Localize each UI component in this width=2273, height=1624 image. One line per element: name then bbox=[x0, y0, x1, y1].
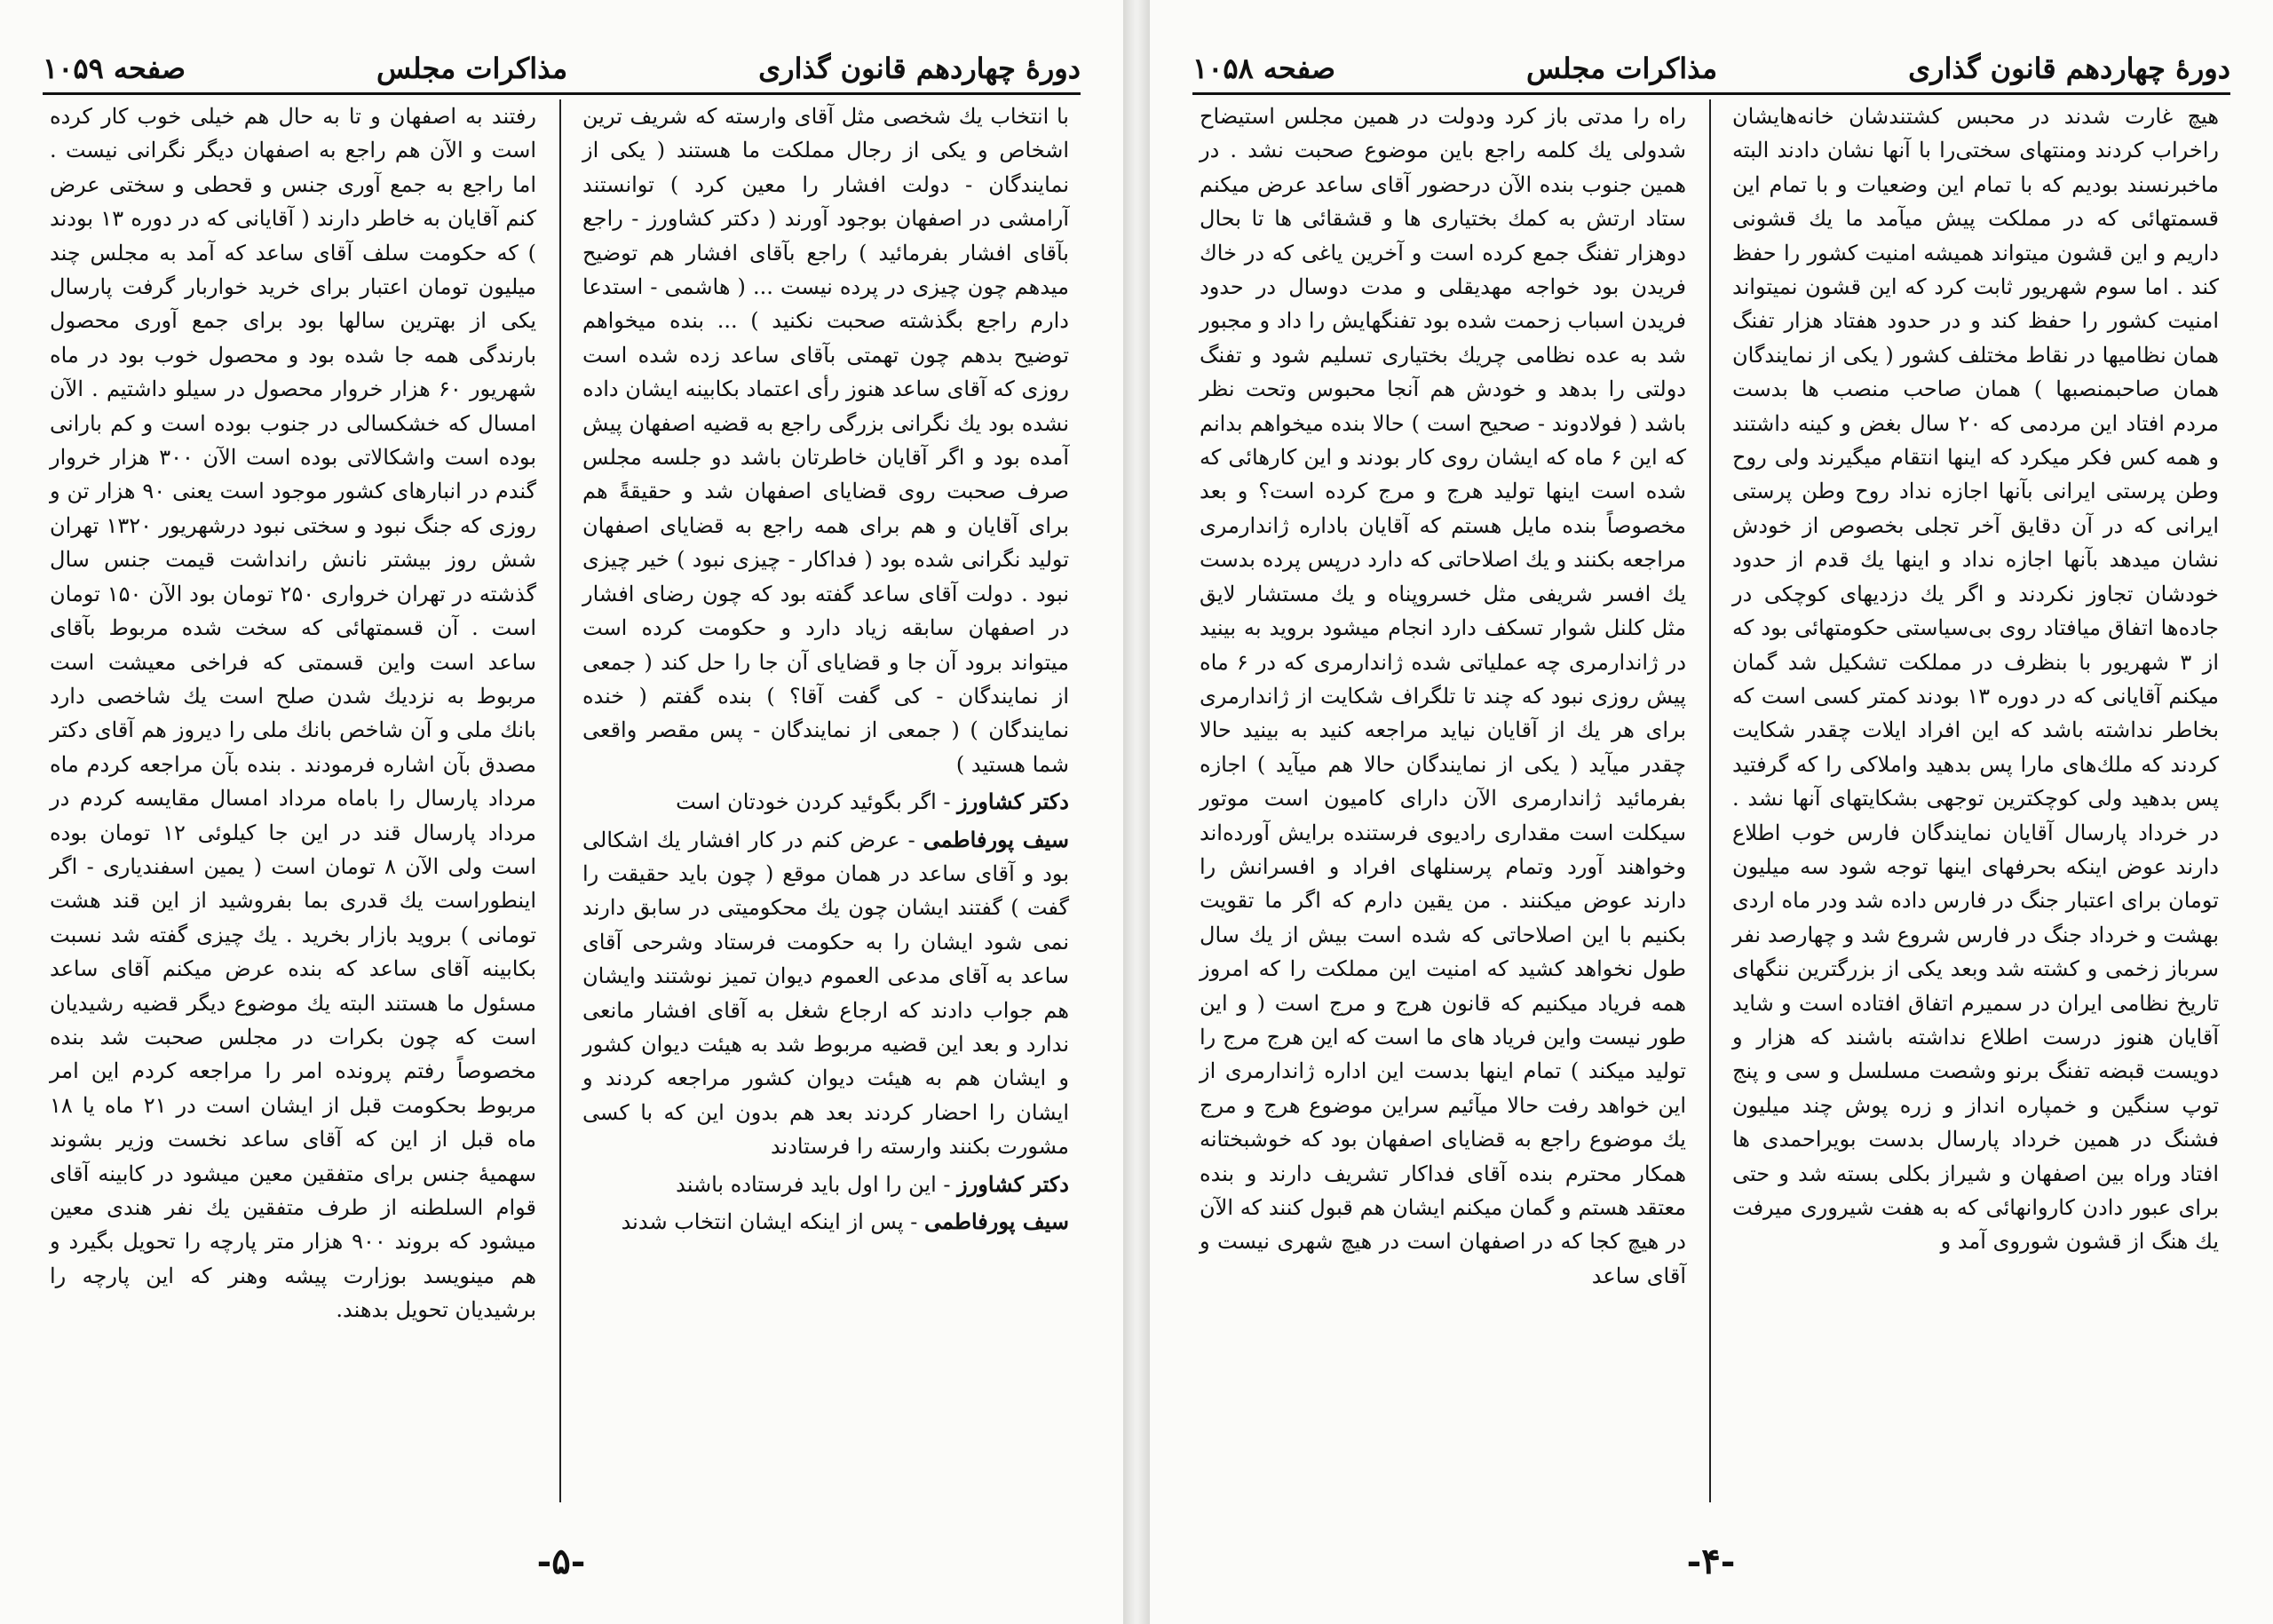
speaker-name: سیف پورفاطمی bbox=[923, 826, 1069, 852]
speaker-name: دکتر کشاورز bbox=[957, 1170, 1069, 1197]
paragraph bbox=[582, 785, 1069, 819]
paragraph-text: هیچ غارت شدند در محبس کشتندشان خانه‌هایشان راخراب کردند ومنتهای سختی‌را با آنها نشان دادند البته ماخبرنسند بودیم که با تمام این وضعیات و با تمام این قسمتهائی که در مملکت پیش میآمد ما یك قشونی داریم و این قشون میتواند همیشه امنیت کشور را حفظ کند . اما سوم شهریور ثابت کرد که این قشون نمیتواند امنیت کشور را حفظ کند و در حدود هفتاد هزار تفنگ همان نظامیها در نقاط مختلف کشور ( یکی از نمایندگان همان صاحبمنصبها ) همان صاحب منصب ها بدست مردم افتاد این مردمی که ۲۰ سال بغض و کینه داشتند و همه کس فکر میکرد که اینها انتقام میگیرند ولی روح وطن پرستی ایرانی بآنها اجازه نداد روح وطن پرستی ایرانی که در آن دقایق آخر تجلی بخصوص از خودش نشان میدهد بآنها اجازه نداد و اینها یك قدم از حدود خودشان تجاوز نکردند و اگر یك دزدیهای کوچکی در جاده‌ها اتفاق میافتاد روی بی‌سیاستی حکومتهائی بود که از ۳ شهریور با بنظرف در مملکت تشکیل شد گمان میکنم آقایانی که در دوره ۱۳ بودند کمتر کسی است که بخاطر نداشته باشد که این افراد ایلات چقدر شکایت کردند که ملك‌های مارا پس بدهید واملاکی را که گرفتید پس بدهید ولی کوچکترین توجهی بشکایتهای آنها نشد . در خرداد پارسال آقایان نمایندگان فارس خوب اطلاع دارند عوض اینکه بحرفهای اینها توجه شود سه میلیون تومان برای اعتبار جنگ در فارس داده شد ودر ماه اردی بهشت و خرداد جنگ در فارس شروع شد و چهارصد نفر سرباز زخمی و کشته شد وبعد یکی از بزرگترین ننگهای تاریخ نظامی ایران در سمیرم اتفاق افتاده است و شاید آقایان هنوز درست اطلاع نداشته باشند که هزار و دویست قبضه تفنگ برنو وشصت مسلسل و سی و پنج توپ سنگین و خمپاره انداز و زره پوش چند میلیون فشنگ در همین خرداد پارسال بدست بویراحمدی ها افتاد وراه بین اصفهان و شیراز بکلی بسته شد و حتی برای عبور دادن کاروانهائی که به هفت شیروری میرفت یك هنگ از قشون شوروی آمد و bbox=[1732, 104, 2220, 1255]
paragraph-text: - اگر بگوئید کردن خودتان است bbox=[676, 789, 951, 815]
text-column-left bbox=[1194, 99, 1691, 1502]
page-header bbox=[1192, 30, 2230, 95]
paragraph-text: رفتند به اصفهان و تا به حال هم خیلی خوب کار کرده است و الآن هم راجع به اصفهان دیگر نگرانی نیست . اما راجع به جمع آوری جنس و قحطی و سختی عرض کنم آقایان به خاطر دارند ( آقایانی که در دوره ۱۳ بودند ) که حکومت سلف آقای ساعد که آمد به مجلس چند میلیون تومان اعتبار برای خرید خواربار گرفت پارسال یکی از بهترین سالها بود برای جمع آوری محصول بارندگی همه جا شده بود و محصول خوب بود در ماه شهریور ۶۰ هزار خروار محصول در سیلو داشتیم . الآن امسال که خشکسالی در جنوب بوده است و کم بارانی بوده است واشکالاتی بوده است الآن ۳۰۰ هزار خروار گندم در انبارهای کشور موجود است یعنی ۹۰ هزار تن و روزی که جنگ نبود و سختی نبود درشهریور ۱۳۲۰ تهران شش روز بیشتر نانش رانداشت قیمت جنس سال گذشته در تهران خرواری ۲۵۰ تومان بود الآن ۱۵۰ تومان است . آن قسمتهائی که سخت شده مربوط بآقای ساعد است واین قسمتی که فراخی معیشت است مربوط به نزدیك شدن صلح است یك شاخصی دارد بانك ملی و آن شاخص بانك ملی را دیروز هم آقای دکتر مصدق بآن اشاره فرمودند . بنده بآن مراجعه کردم ماه مرداد پارسال را باماه مرداد امسال مقایسه کردم در مرداد پارسال قند در این جا کیلوئی ۱۲ تومان بوده است ولی الآن ۸ تومان است ( یمین اسفندیاری - اگر اینطوراست یك قدری بما بفروشید از این قند هشت تومانی ) بروید بازار بخرید . یك چیزی گفته شد نسبت بکابینه آقای ساعد که بنده عرض میکنم آقای ساعد مسئول ما هستند البته یك موضوع دیگر قضیه رشیدیان است که چون بکرات در مجلس صحبت شد بنده مخصوصاً رفتم پرونده امر را مراجعه کردم این امر مربوط بحکومت قبل از ایشان است در ۲۱ ماه یا ۱۸ ماه قبل از این که آقای ساعد نخست وزیر بشوند سهمیهٔ جنس برای متفقین معین میشود در کابینه آقای قوام السلطنه از طرف متفقین یك نفر هندی معین میشود که بروند ۹۰۰ هزار متر پارچه را تحویل بگیرد و هم مینویسد بوزارت پیشه وهنر که این پارچه را برشیدیان تحویل بدهند. bbox=[50, 104, 537, 1323]
text-column-right bbox=[1727, 99, 2224, 1502]
page-footer-number: -۴- bbox=[1686, 1541, 1736, 1582]
header-session-title: دورهٔ چهاردهم قانون گذاری bbox=[1908, 51, 2230, 85]
header-page-number: صفحه ۱۰۵۸ bbox=[1192, 51, 1336, 85]
paragraph bbox=[582, 99, 1069, 781]
column-divider bbox=[1709, 99, 1711, 1502]
paragraph-text: - پس از اینکه ایشان انتخاب شدند bbox=[621, 1209, 918, 1234]
paragraph-text: - عرض کنم در کار افشار یك اشکالی بود و آقای ساعد در همان موقع ( چون باید حقیقت را گفت ) گفتند ایشان چون یك محکومیتی در سابق دارند نمی شود ایشان را به حکومت فرستاد وشرحی آقای ساعد به آقای مدعی العموم دیوان تمیز نوشتند وایشان هم جواب دادند که ارجاع شغل به آقای افشار مانعی ندارد و بعد این قضیه مربوط شد به هیئت دیوان کشور و ایشان هم به هیئت دیوان کشور مراجعه کردند و ایشان را احضار کردند بعد هم بدون این که با کسی مشورت بکنند وارسته را فرستادند bbox=[582, 827, 1069, 1160]
page-footer-number: -۵- bbox=[536, 1541, 586, 1582]
paragraph bbox=[582, 823, 1069, 1164]
paragraph-text: راه را مدتی باز کرد ودولت در همین مجلس استیضاح شدولی یك کلمه راجع باین موضوع صحبت نشد . در همین جنوب بنده الآن درحضور آقای ساعد عرض میکنم ستاد ارتش به کمك بختیاری ها و قشقائی ها تا بحال دوهزار تفنگ جمع کرده است و آخرین یاغی که در خاك فریدن بود خواجه مهدیقلی و مدت دوسال در حدود فریدن اسباب زحمت شده بود تفنگهایش را داد و مجبور شد به عده نظامی چریك بختیاری تسلیم شود و تفنگ دولتی را بدهد و خودش هم آنجا محبوس وتحت نظر باشد ( فولادوند - صحیح است ) حالا بنده میخواهم بدانم که این ۶ ماه که ایشان روی کار بودند و این کارهائی که شده است اینها تولید هرج و مرج کرده است؟ و بعد مخصوصاً بنده مایل هستم که آقایان باداره ژاندارمری مراجعه بکنند و یك اصلاحاتی که دارد درپس پرده بدست یك افسر شریفی مثل خسروپناه و یك مستشار لایق مثل کلنل شوار تسکف دارد انجام میشود بروید به بینید در ژاندارمری چه عملیاتی شده ژاندارمری که در ۶ ماه پیش روزی نبود که چند تا تلگراف شکایت از ژاندارمری برای هر یك از آقایان نیاید مراجعه کنید به بینید حالا چقدر میآید ( یکی از نمایندگان حالا هم میآید ) اجازه بفرمائید ژاندارمری الآن دارای کامیون است موتور سیکلت است مقداری رادیوی فرستنده برایش آورده‌اند وخواهند آورد وتمام پرسنلهای افراد و افسرانش را دارند عوض میکنند . من یقین دارم که اگر ما تقویت بکنیم با این اصلاحاتی که شده است بیش از یك سال طول نخواهد کشید که امنیت این مملکت را که امروز همه فریاد میکنیم که قانون هرج و مرج است ( و این طور نیست واین فریاد های ما است که این هرج مرج را تولید میکند ) تمام اینها بدست این اداره ژاندارمری از این خواهد رفت حالا میآئیم سراین موضوع هرج و مرج یك موضوع راجع به قضایای اصفهان بود که خوشبختانه همکار محترم بنده آقای فداکار تشریف دارند و بنده معتقد هستم و گمان میکنم ایشان هم قبول کنند که الآن در هیچ کجا که در اصفهان است در هیچ شهری نیست و آقای ساعد bbox=[1200, 104, 1687, 1288]
paragraph bbox=[1732, 99, 2219, 1259]
speaker-name: سیف پورفاطمی bbox=[924, 1208, 1069, 1234]
paragraph-text: - این را اول باید فرستاده باشند bbox=[676, 1171, 951, 1197]
speaker-name: دکتر کشاورز bbox=[957, 788, 1069, 815]
header-page-number: صفحه ۱۰۵۹ bbox=[43, 51, 186, 85]
left-page bbox=[0, 0, 1123, 1624]
paragraph bbox=[1200, 99, 1686, 1293]
header-center-title: مذاکرات مجلس bbox=[376, 51, 568, 85]
book-gutter bbox=[1123, 0, 1150, 1624]
text-column-left bbox=[44, 99, 542, 1502]
right-page bbox=[1150, 0, 2273, 1624]
column-divider bbox=[559, 99, 561, 1502]
paragraph-text: با انتخاب یك شخصی مثل آقای وارسته که شریف ترین اشخاص و یکی از رجال مملکت ما هستند ( یکی از نمایندگان - دولت افشار را معین کرد ) توانستند آرامشی در اصفهان بوجود آورند ( دکتر کشاورز - راجع بآقای افشار بفرمائید ) راجع بآقای افشار هم توضیح میدهم چون چیزی در پرده نیست ... ( هاشمی - استدعا دارم راجع بگذشته صحبت نکنید ) ... بنده میخواهم توضیح بدهم چون تهمتی بآقای ساعد زده شده است روزی که آقای ساعد هنوز رأی اعتماد بکابینه ایشان داده نشده بود یك نگرانی بزرگی راجع به قضیه اصفهان پیش آمده بود و اگر آقایان خاطرتان باشد دو جلسه مجلس صرف صحبت روی قضایای اصفهان شد و حقیقةً هم برای آقایان و هم برای همه راجع به قضایای اصفهان تولید نگرانی شده بود ( فداکار - چیزی نبود ) خیر چیزی نبود . دولت آقای ساعد گفته بود که چون رضای افشار در اصفهان سابقه زیاد دارد و حکومت کرده است میتواند برود آن جا و قضایای آن جا را حل کند ( جمعی از نمایندگان - کی گفت آقا؟ ) بنده گفتم ( خنده نمایندگان ) ( جمعی از نمایندگان - پس مقصر واقعی شما هستید ) bbox=[582, 104, 1070, 777]
paragraph bbox=[582, 1168, 1069, 1201]
paragraph bbox=[582, 1205, 1069, 1239]
header-session-title: دورهٔ چهاردهم قانون گذاری bbox=[758, 51, 1081, 85]
page-header bbox=[43, 30, 1081, 95]
paragraph bbox=[50, 99, 536, 1327]
header-center-title: مذاکرات مجلس bbox=[1526, 51, 1718, 85]
text-column-right bbox=[577, 99, 1074, 1502]
